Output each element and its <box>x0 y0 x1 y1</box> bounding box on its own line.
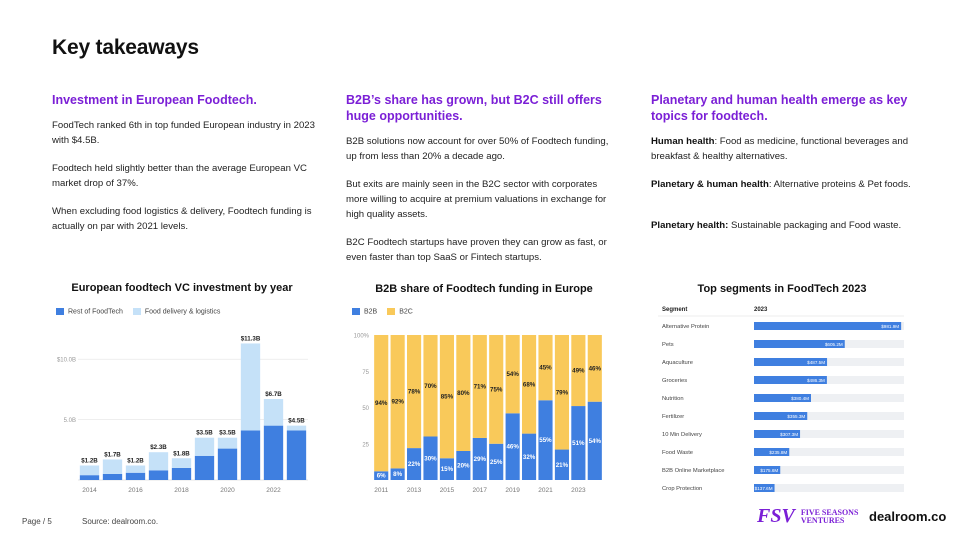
data-label: $1.8B <box>173 450 190 458</box>
takeaway-investment <box>52 92 320 247</box>
takeaway-heading: Investment in European Foodtech. <box>52 93 257 107</box>
bar-food-delivery <box>126 466 145 473</box>
bar-food-delivery <box>103 459 122 474</box>
bar-food-delivery <box>149 452 168 470</box>
data-label: $3.5B <box>219 429 236 437</box>
segment-label: Aquaculture <box>662 360 693 366</box>
x-tick-label: 2014 <box>82 487 97 494</box>
bar-rest-of-foodtech <box>241 430 260 480</box>
segment-value: $605.2M <box>824 342 843 347</box>
data-label-b2c: 78% <box>407 388 421 396</box>
bar-food-delivery <box>287 426 306 431</box>
segment-label: Nutrition <box>662 396 684 402</box>
data-label: $3.5B <box>196 429 213 437</box>
data-label-b2c: 79% <box>555 389 569 397</box>
y-tick-label: $10.0B <box>56 357 76 364</box>
data-label: $6.7B <box>265 391 282 399</box>
data-label-b2c: 54% <box>506 371 519 379</box>
takeaway-item: Planetary & human health: Alternative proteins & Pet foods. <box>651 179 911 190</box>
chart-legend <box>56 308 220 315</box>
y-tick-label: 100% <box>353 333 369 340</box>
x-tick-label: 2016 <box>128 487 143 494</box>
x-tick-label: 2013 <box>406 487 422 494</box>
segment-value: $380.4M <box>791 396 809 401</box>
bar-rest-of-foodtech <box>287 430 306 480</box>
bar-rest-of-foodtech <box>149 470 168 480</box>
data-label-b2b: 8% <box>393 471 403 479</box>
b2b-share-chart <box>345 325 610 497</box>
segment-label: Food Waste <box>662 450 694 456</box>
bar-food-delivery <box>172 458 191 468</box>
data-label-b2b: 55% <box>539 437 552 445</box>
y-tick-label: 5.0B <box>63 418 76 425</box>
x-tick-label: 2015 <box>439 487 455 494</box>
page-number: Page / 5 <box>22 517 52 526</box>
investment-chart <box>50 325 320 497</box>
segment-label: Groceries <box>662 378 688 384</box>
takeaway-paragraph: B2C Foodtech startups have proven they can grow as fast, or even faster than top SaaS or Fintech startups. <box>346 237 607 263</box>
segment-value: $137.6M <box>754 486 773 491</box>
data-label-b2b: 20% <box>457 462 470 470</box>
y-tick-label: 50 <box>362 406 369 412</box>
bar-food-delivery <box>264 399 283 426</box>
table-header-year: 2023 <box>754 307 768 313</box>
segment-value: $235.8M <box>769 450 788 455</box>
segment-label: Fertilizer <box>662 414 685 420</box>
segment-label: Alternative Protein <box>662 324 710 330</box>
x-tick-label: 2020 <box>220 487 235 494</box>
segments-chart <box>658 300 908 496</box>
data-label-b2c: 70% <box>424 382 437 390</box>
legend-item: B2B <box>352 308 377 315</box>
segment-value: $487.5M <box>807 360 826 365</box>
legend-item: B2C <box>387 308 413 315</box>
chart-title: European foodtech VC investment by year <box>71 282 293 294</box>
data-label-b2b: 25% <box>490 458 503 466</box>
segment-label: Crop Protection <box>662 486 703 492</box>
data-label: $1.7B <box>104 451 121 459</box>
bar-rest-of-foodtech <box>103 474 122 480</box>
dealroom-logo: dealroom.co <box>869 509 947 524</box>
bar-food-delivery <box>80 466 99 476</box>
data-label-b2c: 80% <box>457 390 470 397</box>
takeaway-paragraph: B2B solutions now account for over 50% of Foodtech funding, up from less than 20% a decade ago. <box>346 136 609 162</box>
takeaway-heading: Planetary and human health emerge as key topics for foodtech. <box>651 93 908 123</box>
takeaway-paragraph: When excluding food logistics & delivery, Foodtech funding is actually on par with 2021 levels. <box>52 206 312 232</box>
takeaway-heading: B2B’s share has grown, but B2C still offers huge opportunities. <box>346 93 602 123</box>
x-tick-label: 2022 <box>266 487 281 494</box>
takeaway-paragraph: FoodTech ranked 6th in top funded European industry in 2023 with $4.5B. <box>52 120 315 146</box>
segment-label: Pets <box>662 342 674 348</box>
takeaway-paragraph: Foodtech held slightly better than the average European VC market drop of 37%. <box>52 163 307 189</box>
bar-rest-of-foodtech <box>80 475 99 480</box>
takeaway-item: Planetary health: Sustainable packaging and Food waste. <box>651 220 902 231</box>
data-label: $1.2B <box>127 457 144 465</box>
x-tick-label: 2011 <box>374 487 389 494</box>
bar-rest-of-foodtech <box>126 473 145 480</box>
data-label-b2c: 92% <box>391 398 404 406</box>
data-label-b2b: 32% <box>522 453 536 461</box>
data-label-b2b: 54% <box>588 437 601 445</box>
segment-value: $307.3M <box>780 432 799 437</box>
data-label-b2c: 71% <box>473 383 486 391</box>
segment-label: 10 Min Delivery <box>662 432 702 438</box>
segment-value: $486.3M <box>807 378 825 383</box>
bar-food-delivery <box>218 438 237 449</box>
segment-value: $355.3M <box>787 414 806 419</box>
x-tick-label: 2018 <box>174 487 189 494</box>
data-label-b2c: 68% <box>522 381 536 389</box>
data-label-b2c: 94% <box>375 400 388 408</box>
data-label-b2b: 51% <box>572 440 585 448</box>
data-label-b2c: 49% <box>572 367 585 375</box>
takeaway-paragraph: But exits are mainly seen in the B2C sector with corporates more willing to acquire at premium valuations in exchange for high quality assets. <box>346 179 607 220</box>
takeaway-b2b <box>346 92 618 278</box>
chart-title: B2B share of Foodtech funding in Europe <box>375 283 593 295</box>
x-tick-label: 2019 <box>505 487 520 494</box>
legend-item: Food delivery & logistics <box>133 308 220 315</box>
data-label-b2c: 46% <box>588 365 601 373</box>
x-tick-label: 2017 <box>472 487 488 494</box>
segment-value: $175.6M <box>760 468 779 473</box>
data-label-b2b: 22% <box>407 461 421 469</box>
data-label-b2c: 85% <box>440 393 454 401</box>
page-title: Key takeaways <box>52 36 199 59</box>
data-label: $1.2B <box>81 457 98 465</box>
fsv-mark: FSV <box>757 505 795 527</box>
bar-rest-of-foodtech <box>264 426 283 480</box>
data-label: $4.5B <box>288 417 305 425</box>
data-label-b2b: 29% <box>473 455 486 463</box>
bar-rest-of-foodtech <box>218 449 237 480</box>
data-label-b2b: 21% <box>555 461 569 469</box>
y-tick-label: 75 <box>362 369 369 376</box>
data-label-b2c: 75% <box>490 386 503 394</box>
takeaway-item: Human health: Food as medicine, functional beverages and breakfast & healthy alternatives. <box>651 136 909 162</box>
segment-value: $981.9M <box>881 324 900 329</box>
five-seasons-logo: FSV FIVE SEASONS VENTURES <box>757 505 859 527</box>
bar-rest-of-foodtech <box>195 456 214 480</box>
x-tick-label: 2021 <box>538 487 553 494</box>
data-label: $2.3B <box>150 444 167 452</box>
data-label-b2b: 6% <box>376 472 386 480</box>
takeaway-health <box>651 92 921 246</box>
segment-bar <box>754 322 901 330</box>
bar-food-delivery <box>195 438 214 456</box>
data-label-b2b: 15% <box>440 466 454 474</box>
data-label-b2b: 30% <box>424 455 437 463</box>
table-header-segment: Segment <box>662 307 688 313</box>
segment-label: B2B Online Marketplace <box>662 468 725 474</box>
chart-legend <box>352 308 413 315</box>
bar-rest-of-foodtech <box>172 468 191 480</box>
chart-title: Top segments in FoodTech 2023 <box>697 283 867 295</box>
data-label-b2c: 45% <box>539 364 552 372</box>
legend-item: Rest of FoodTech <box>56 308 123 315</box>
data-label-b2b: 46% <box>506 443 519 451</box>
y-tick-label: 25 <box>362 442 369 449</box>
data-label: $11.3B <box>240 335 261 343</box>
source-note: Source: dealroom.co. <box>82 517 159 526</box>
x-tick-label: 2023 <box>571 487 586 494</box>
bar-track <box>754 484 904 492</box>
bar-food-delivery <box>241 343 260 430</box>
